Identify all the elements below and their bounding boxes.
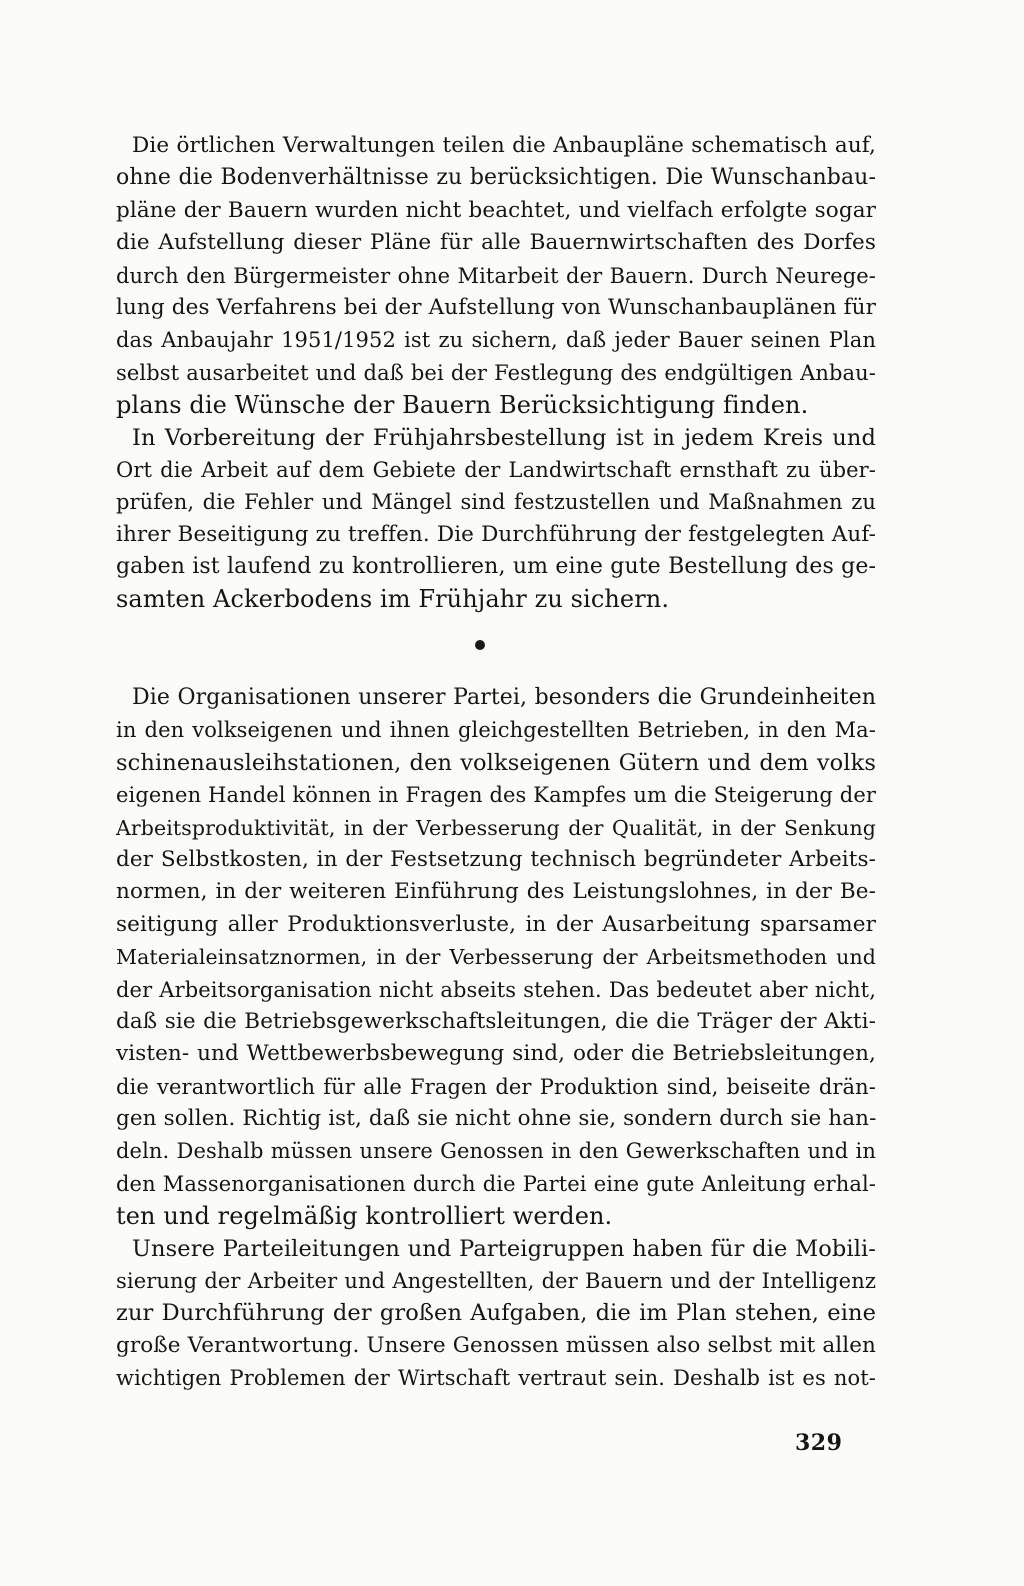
text-line: ten und regelmäßig kontrolliert werden.	[116, 1202, 613, 1231]
text-line: Ort die Arbeit auf dem Gebiete der Landwirtschaft ernsthaft zu über-	[116, 457, 876, 482]
text-line: ihrer Beseitigung zu treffen. Die Durchführung der festgelegten Auf-	[116, 521, 876, 547]
text-line: sierung der Arbeiter und Angestellten, der Bauern und der Intelligenz	[116, 1269, 876, 1294]
text-line: Arbeitsproduktivität, in der Verbesserung der Qualität, in der Senkung	[116, 815, 876, 840]
text-line: große Verantwortung. Unsere Genossen müssen also selbst mit allen	[116, 1332, 876, 1358]
paragraph	[116, 682, 876, 1233]
text-line: Die örtlichen Verwaltungen teilen die Anbaupläne schematisch auf,	[132, 133, 876, 158]
text-line: durch den Bürgermeister ohne Mitarbeit der Bauern. Durch Neurege-	[116, 263, 876, 288]
text-line: der Selbstkosten, in der Festsetzung technisch begründeter Arbeits-	[116, 846, 876, 872]
text-line: prüfen, die Fehler und Mängel sind festzustellen und Maßnahmen zu	[116, 490, 876, 515]
text-line: Die Organisationen unserer Partei, besonders die Grundeinheiten	[132, 685, 876, 710]
paragraph	[116, 1233, 876, 1395]
bullet-icon	[475, 640, 485, 650]
text-line: daß sie die Betriebsgewerkschaftsleitungen, die die Träger der Akti-	[116, 1008, 876, 1034]
text-line: das Anbaujahr 1951/1952 ist zu sichern, daß jeder Bauer seinen Plan	[116, 328, 876, 353]
text-section-2	[116, 682, 876, 1395]
text-line: Materialeinsatznormen, in der Verbesserung der Arbeitsmethoden und	[116, 945, 876, 970]
text-line: gen sollen. Richtig ist, daß sie nicht ohne sie, sondern durch sie han-	[116, 1106, 877, 1132]
text-line: ohne die Bodenverhältnisse zu berücksichtigen. Die Wunschanbau-	[116, 165, 876, 191]
text-line: die verantwortlich für alle Fragen der Produktion sind, beiseite drän-	[116, 1074, 876, 1099]
text-line: zur Durchführung der großen Aufgaben, die im Plan stehen, eine	[116, 1300, 876, 1327]
text-line: wichtigen Problemen der Wirtschaft vertraut sein. Deshalb ist es not-	[116, 1366, 876, 1391]
paragraph	[116, 422, 876, 616]
text-line: selbst ausarbeitet und daß bei der Festlegung des endgültigen Anbau-	[116, 360, 876, 385]
text-line: plans die Wünsche der Bauern Berücksichtigung finden.	[116, 391, 809, 420]
text-line: lung des Verfahrens bei der Aufstellung von Wunschanbauplänen für	[116, 294, 876, 320]
text-line: in den volkseigenen und ihnen gleichgestellten Betrieben, in den Ma-	[116, 718, 876, 743]
text-line: schinenausleihstationen, den volkseigenen Gütern und dem volks	[116, 749, 876, 776]
text-line: normen, in der weiteren Einführung des Leistungslohnes, in der Be-	[116, 879, 876, 905]
text-line: gaben ist laufend zu kontrollieren, um eine gute Bestellung des ge-	[116, 554, 876, 580]
text-section-1	[116, 130, 876, 616]
text-line: eigenen Handel können in Fragen des Kampfes um die Steigerung der	[116, 783, 876, 808]
text-line: die Aufstellung dieser Pläne für alle Bauernwirtschaften des Dorfes	[116, 230, 876, 256]
text-line: visten- und Wettbewerbsbewegung sind, oder die Betriebsleitungen,	[116, 1041, 876, 1067]
text-line: seitigung aller Produktionsverluste, in der Ausarbeitung sparsamer	[116, 911, 876, 937]
text-line: der Arbeitsorganisation nicht abseits stehen. Das bedeutet aber nicht,	[116, 977, 876, 1002]
text-line: pläne der Bauern wurden nicht beachtet, und vielfach erfolgte sogar	[116, 197, 876, 223]
text-line: den Massenorganisationen durch die Partei eine gute Anleitung erhal-	[116, 1171, 876, 1196]
page-number: 329	[795, 1430, 843, 1456]
text-line: samten Ackerbodens im Frühjahr zu sichern.	[116, 585, 670, 614]
text-line: Unsere Parteileitungen und Parteigruppen haben für die Mobili-	[132, 1235, 876, 1262]
text-line: deln. Deshalb müssen unsere Genossen in den Gewerkschaften und in	[116, 1139, 876, 1164]
paragraph	[116, 130, 876, 422]
text-line: In Vorbereitung der Frühjahrsbestellung ist in jedem Kreis und	[132, 424, 876, 451]
